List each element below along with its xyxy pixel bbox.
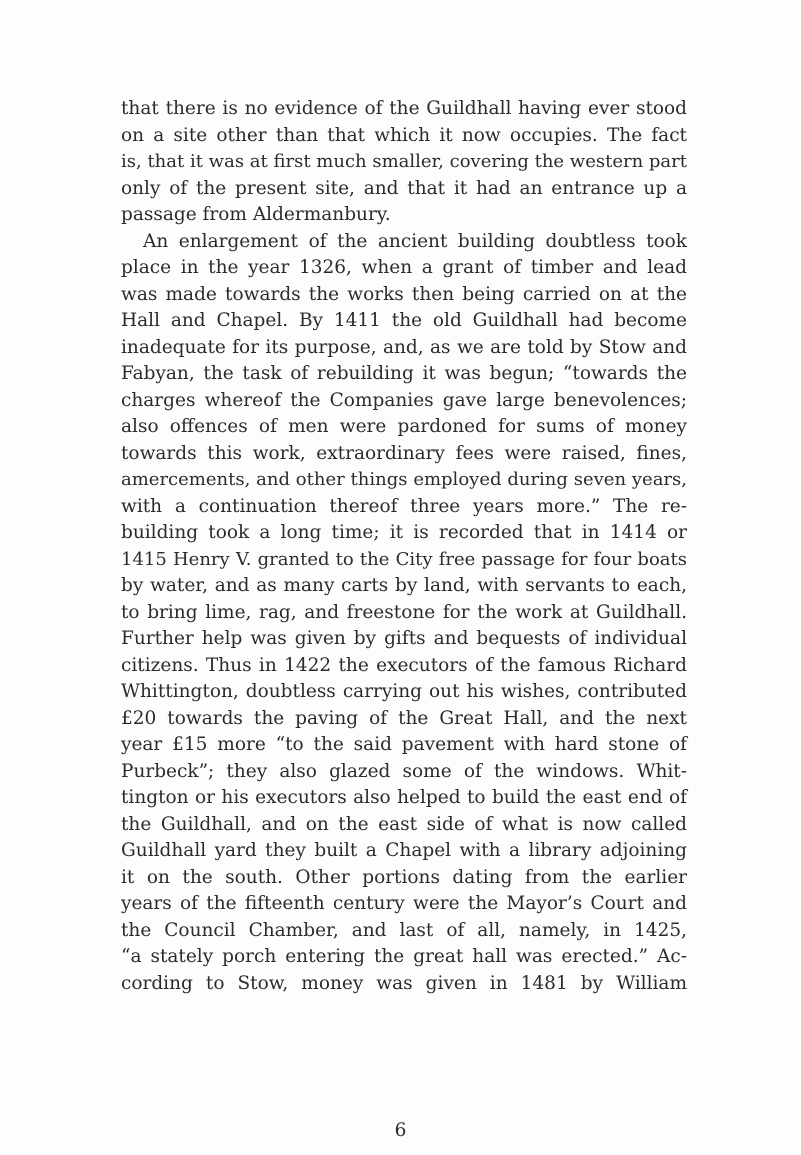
- text-line: is, that it was at first much smaller, covering the western part: [121, 151, 687, 172]
- text-line: year £15 more “to the said pavement with hard stone of: [121, 734, 687, 755]
- text-line: towards this work, extraordinary fees were raised, fines,: [121, 442, 687, 464]
- text-line: inadequate for its purpose, and, as we are told by Stow and: [121, 336, 687, 358]
- text-line: on a site other than that which it now occupies. The fact: [121, 124, 687, 146]
- text-line: Guildhall yard they built a Chapel with a library adjoining: [121, 840, 687, 861]
- text-line: passage from Aldermanbury.: [121, 204, 391, 225]
- text-line: 1415 Henry V. granted to the City free passage for four boats: [121, 548, 687, 570]
- text-line: Fabyan, the task of rebuilding it was begun; “towards the: [121, 363, 687, 384]
- text-line: cording to Stow, money was given in 1481 by William: [121, 972, 687, 994]
- text-line: was made towards the works then being carried on at the: [121, 283, 687, 305]
- text-line: years of the fifteenth century were the Mayor’s Court and: [121, 893, 687, 914]
- text-line: only of the present site, and that it had an entrance up a: [121, 177, 687, 199]
- text-line: the Guildhall, and on the east side of what is now called: [121, 813, 687, 835]
- text-line: place in the year 1326, when a grant of timber and lead: [121, 257, 687, 278]
- text-line: Purbeck”; they also glazed some of the windows. Whit-: [121, 760, 687, 782]
- text-line: with a continuation thereof three years more.” The re-: [121, 495, 687, 517]
- text-line: An enlargement of the ancient building doubtless took: [143, 230, 687, 252]
- text-line: the Council Chamber, and last of all, namely, in 1425,: [121, 919, 687, 941]
- text-line: Whittington, doubtless carrying out his wishes, contributed: [121, 681, 687, 702]
- text-line: Hall and Chapel. By 1411 the old Guildhall had become: [121, 310, 687, 331]
- text-line: it on the south. Other portions dating from the earlier: [121, 866, 687, 888]
- text-line: “a stately porch entering the great hall was erected.” Ac-: [121, 946, 687, 967]
- text-line: building took a long time; it is recorded that in 1414 or: [121, 522, 687, 543]
- text-line: tington or his executors also helped to build the east end of: [121, 787, 687, 808]
- text-line: £20 towards the paving of the Great Hall, and the next: [121, 707, 687, 729]
- page-number: 6: [394, 1120, 407, 1141]
- text-line: citizens. Thus in 1422 the executors of the famous Richard: [121, 654, 687, 676]
- paragraph-2: [121, 229, 687, 998]
- text-line: Further help was given by gifts and bequests of individual: [121, 628, 687, 649]
- text-line: amercements, and other things employed during seven years,: [121, 469, 687, 490]
- page-text: [121, 96, 687, 997]
- text-line: that there is no evidence of the Guildhall having ever stood: [121, 98, 687, 119]
- text-line: also offences of men were pardoned for sums of money: [121, 416, 687, 437]
- paragraph-1: [121, 96, 687, 229]
- text-line: charges whereof the Companies gave large benevolences;: [121, 389, 687, 411]
- text-line: to bring lime, rag, and freestone for the work at Guildhall.: [121, 601, 687, 623]
- text-line: by water, and as many carts by land, with servants to each,: [121, 575, 687, 596]
